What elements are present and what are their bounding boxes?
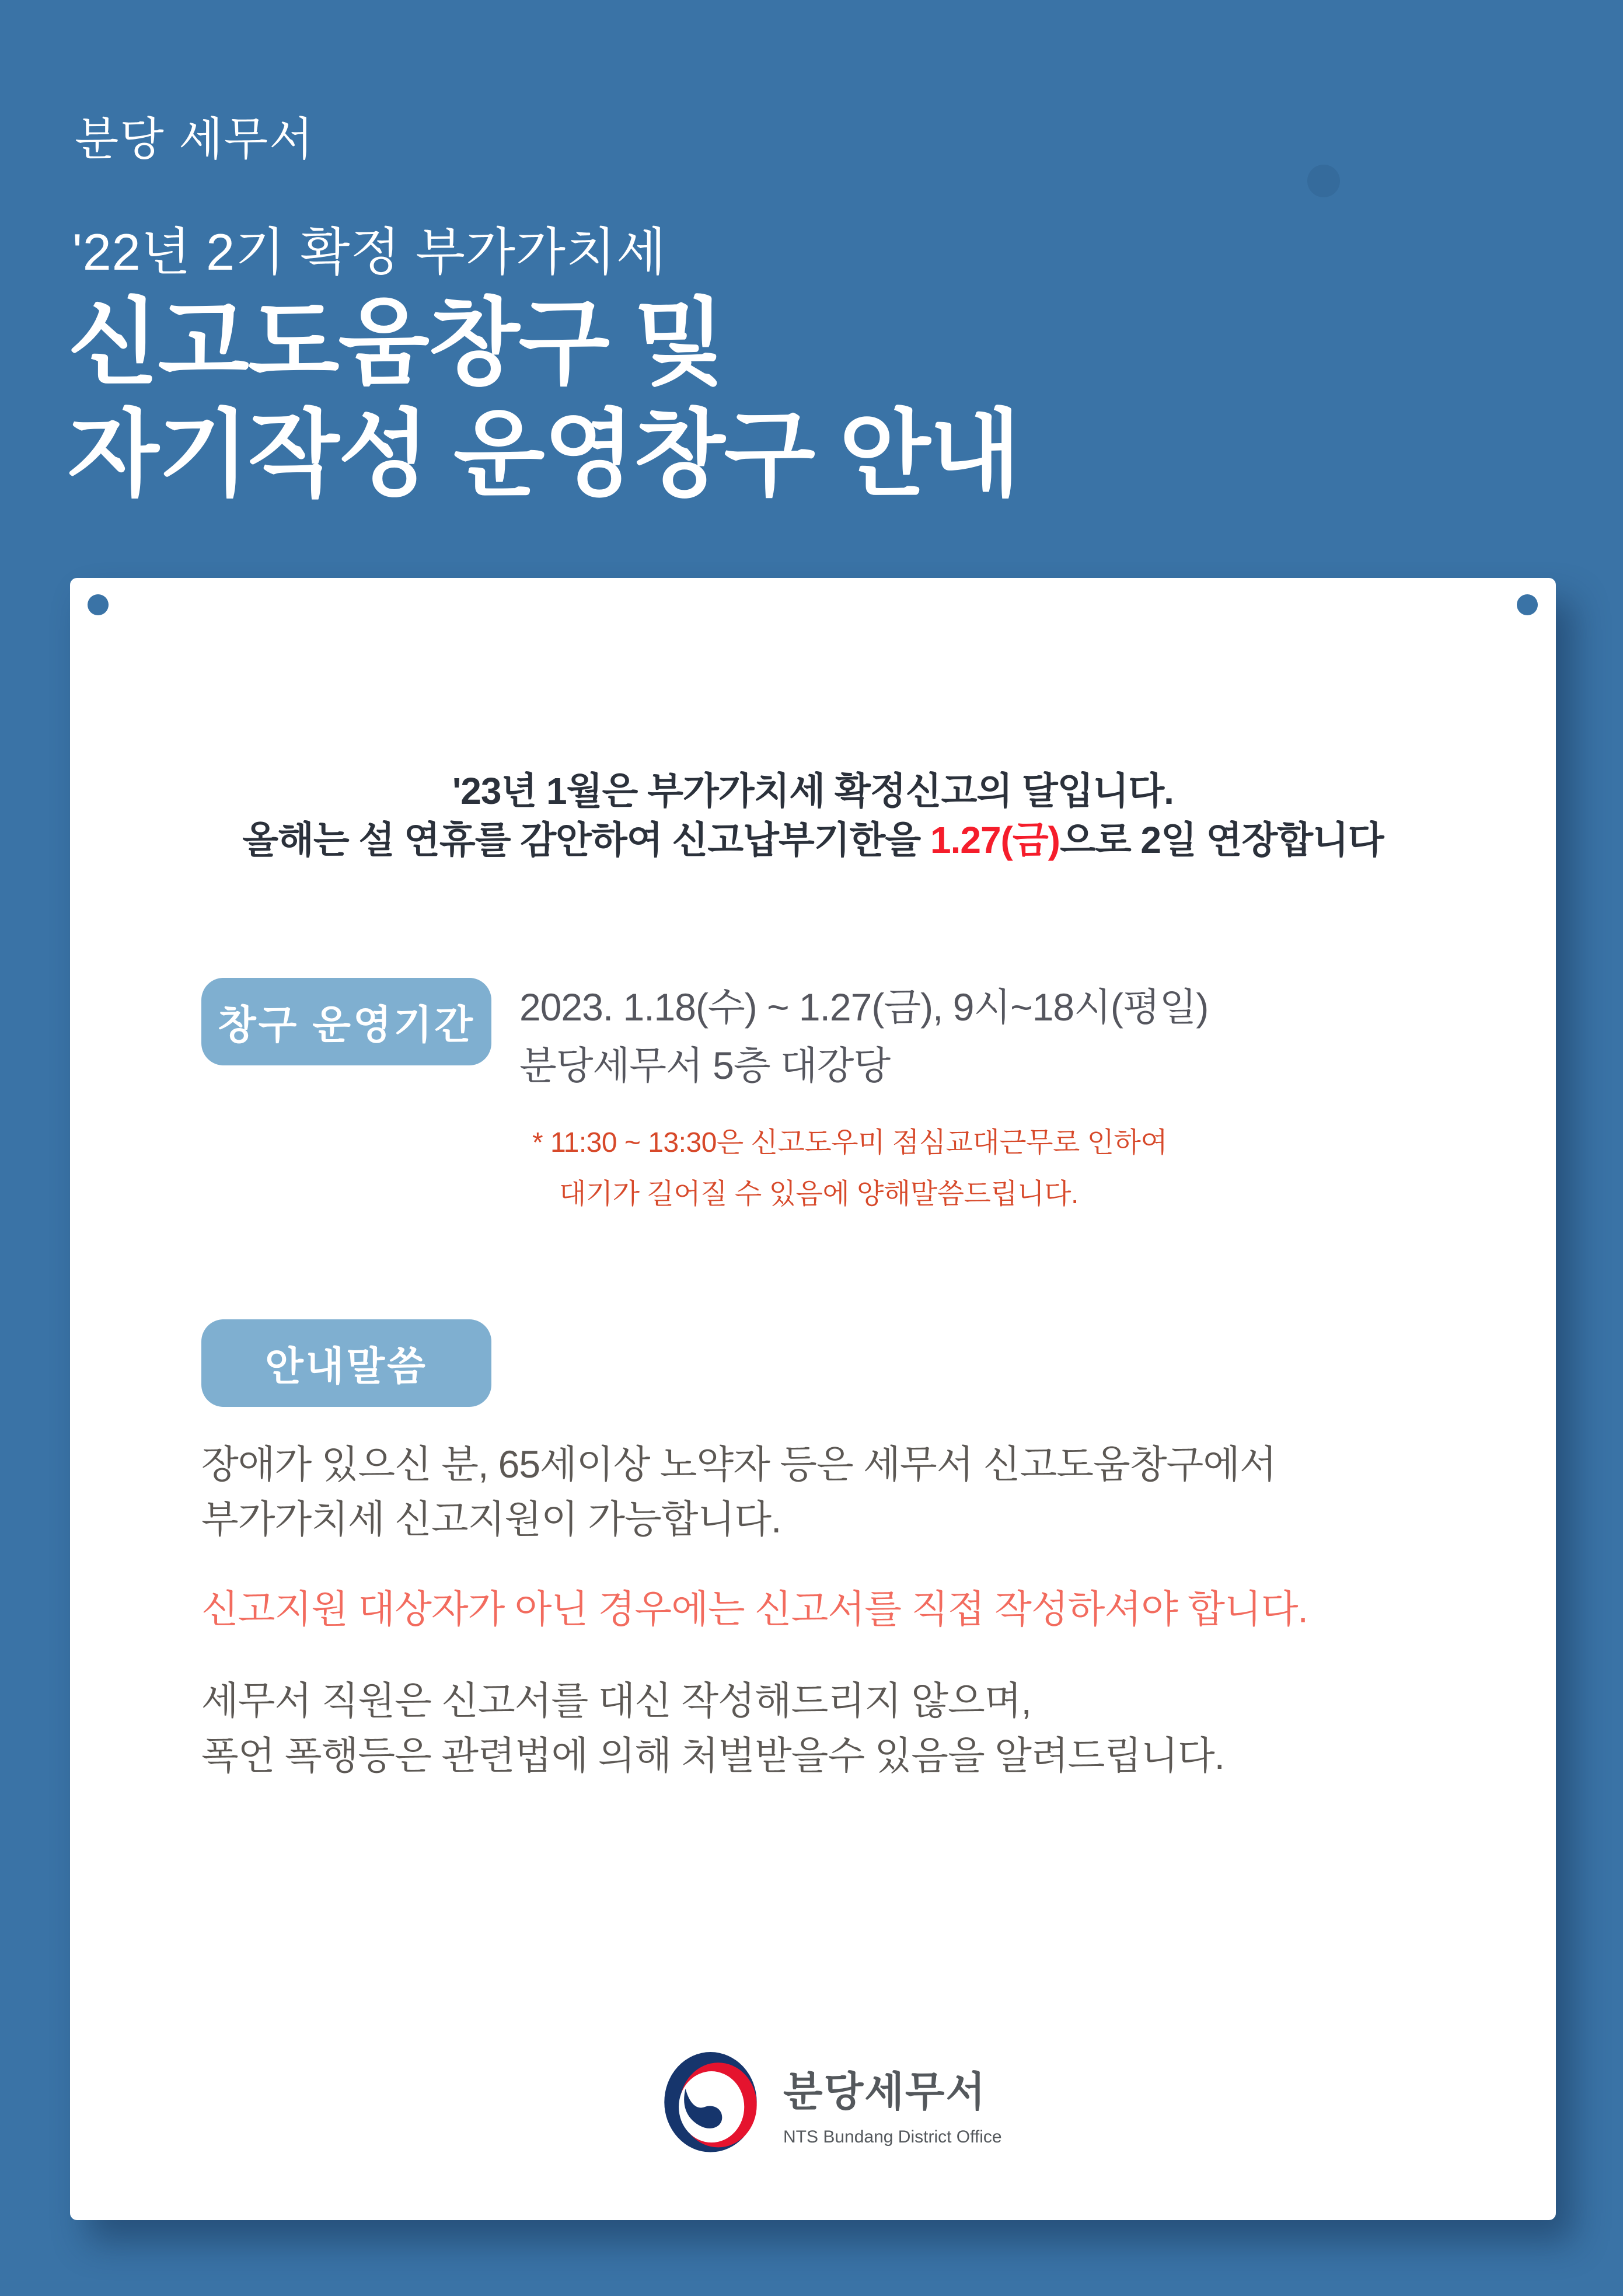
- notice-paragraph2: [201, 1673, 1224, 1783]
- intro-line1: '23년 1월은 부가가치세 확정신고의 달입니다.: [452, 770, 1174, 812]
- nts-logo-korean: 분당세무서: [783, 2069, 987, 2114]
- poster-title-line1: 신고도움창구 및: [68, 290, 724, 396]
- poster-subtitle: '22년 2기 확정 부가가치세: [72, 223, 667, 281]
- nts-logo-text: [783, 2059, 1002, 2147]
- korea-government-emblem-icon: [662, 2052, 759, 2154]
- notice-paragraph1-line2: 부가가치세 신고지원이 가능합니다.: [201, 1497, 781, 1541]
- lunch-break-note-line1: * 11:30 ~ 13:30은 신고도우미 점심교대근무로 인하여: [532, 1127, 1168, 1158]
- notice-paragraph2-line2: 폭언 폭행등은 관련법에 의해 처벌받을수 있음을 알려드립니다.: [201, 1734, 1225, 1777]
- pin-dot-right: [1517, 594, 1538, 615]
- poster-title-line2: 자기작성 운영창구 안내: [68, 402, 1020, 507]
- notice-badge: 안내말씀: [201, 1319, 491, 1407]
- pin-dot-left: [88, 594, 109, 615]
- lunch-break-note: [532, 1117, 1167, 1220]
- deadline-highlight: 1.27(금): [930, 819, 1060, 861]
- office-name: 분당 세무서: [75, 113, 315, 165]
- intro-line2-prefix: 올해는 설 연휴를 감안하여 신고납부기한을: [242, 819, 930, 861]
- notice-paragraph1: [201, 1437, 1276, 1546]
- poster-title: [68, 287, 1020, 510]
- period-dates: 2023. 1.18(수) ~ 1.27(금), 9시~18시(평일): [519, 985, 1209, 1029]
- intro-line2-suffix: 으로 2일 연장합니다: [1060, 819, 1384, 861]
- nts-logo-english: NTS Bundang District Office: [783, 2127, 1002, 2147]
- intro-text: [70, 767, 1556, 865]
- nts-logo: [662, 2052, 1002, 2154]
- notice-paragraph1-line1: 장애가 있으신 분, 65세이상 노약자 등은 세무서 신고도움창구에서: [201, 1443, 1276, 1486]
- lunch-break-note-line2: 대기가 길어질 수 있음에 양해말씀드립니다.: [559, 1179, 1078, 1210]
- period-badge: 창구 운영기간: [201, 978, 491, 1065]
- notice-paragraph2-line1: 세무서 직원은 신고서를 대신 작성해드리지 않으며,: [201, 1679, 1031, 1722]
- period-details: [519, 978, 1208, 1095]
- announcement-card: [70, 578, 1556, 2220]
- period-location: 분당세무서 5층 대강당: [519, 1044, 891, 1087]
- intro-line2: [70, 816, 1556, 865]
- self-filing-warning: 신고지원 대상자가 아닌 경우에는 신고서를 직접 작성하셔야 합니다.: [201, 1587, 1308, 1630]
- decorative-circle: [1307, 165, 1340, 197]
